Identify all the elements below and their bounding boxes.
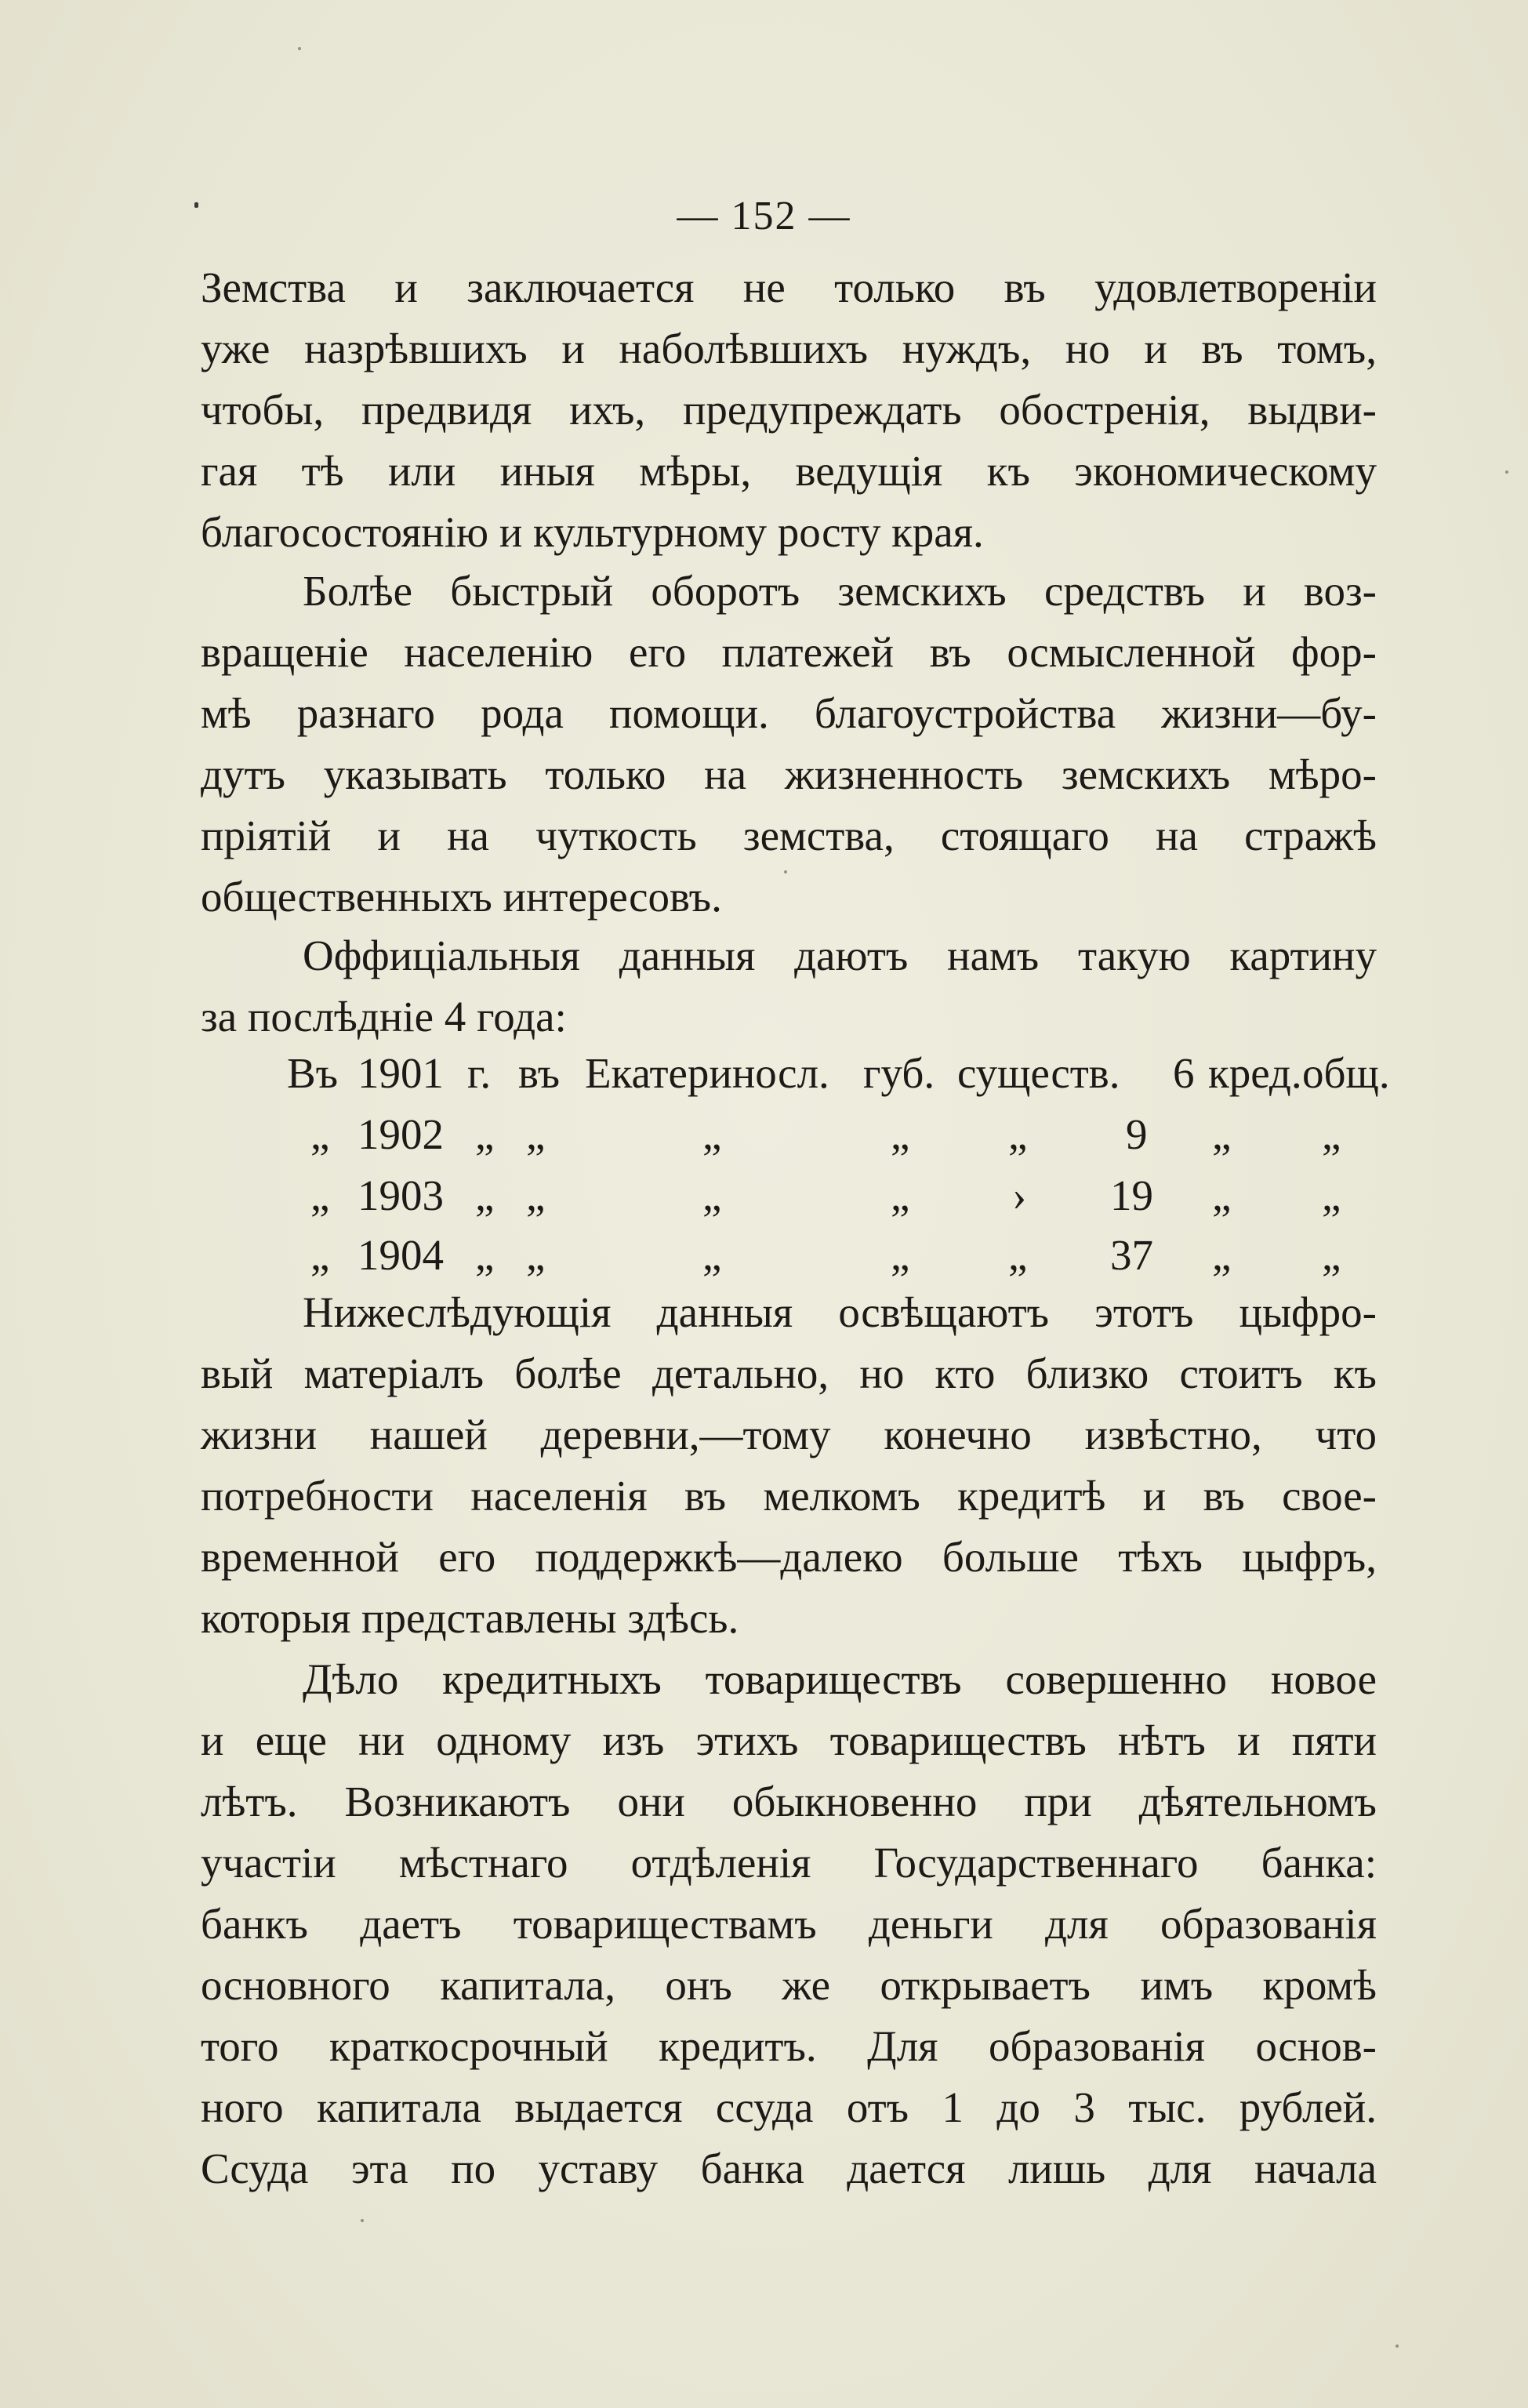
text-line: потребности населенія въ мелкомъ кредитѣ и въ свое-: [201, 1472, 1377, 1520]
text-line: ного капитала выдается ссуда отъ 1 до 3 тыс. рублей.: [201, 2083, 1377, 2131]
table-cell-count: 9: [1126, 1110, 1148, 1158]
ditto-mark: „: [1212, 1171, 1232, 1219]
text-line: лѣтъ. Возникаютъ они обыкновенно при дѣятельномъ: [201, 1778, 1377, 1825]
paragraph-3: [201, 925, 1377, 1048]
text-line: участіи мѣстнаго отдѣленія Государственнаго банка:: [201, 1839, 1377, 1887]
table-cell: г.: [467, 1049, 492, 1097]
ditto-mark: „: [526, 1171, 546, 1219]
table-cell-year: 1904: [358, 1231, 444, 1279]
ditto-mark: „: [475, 1171, 495, 1219]
paper-speck: [784, 870, 787, 873]
text-line: банкъ даетъ товариществамъ деньги для образованія: [201, 1900, 1377, 1948]
page-number: — 152 —: [677, 194, 851, 238]
ditto-mark: „: [1212, 1231, 1232, 1279]
table-cell: кред.: [1208, 1049, 1302, 1097]
text-line: вращеніе населенію его платежей въ осмысленной фор-: [201, 628, 1377, 676]
ditto-mark: „: [1322, 1110, 1341, 1158]
paragraph-2: [201, 561, 1377, 928]
table-cell-year: 1901: [358, 1049, 444, 1097]
ditto-mark: ›: [1012, 1171, 1027, 1219]
text-line: основного капитала, онъ же открываетъ имъ кромѣ: [201, 1961, 1377, 2009]
table-row: [201, 1165, 1377, 1226]
text-line: Дѣло кредитныхъ товариществъ совершенно новое: [303, 1655, 1377, 1703]
text-line: Земства и заключается не только въ удовлетвореніи: [201, 263, 1377, 311]
text-line: Болѣе быстрый оборотъ земскихъ средствъ и воз-: [303, 567, 1377, 615]
ditto-mark: „: [475, 1110, 495, 1158]
text-line: общественныхъ интересовъ.: [201, 873, 722, 921]
text-line: Нижеслѣдующія данныя освѣщаютъ этотъ цыфро-: [303, 1288, 1377, 1336]
ditto-mark: „: [1322, 1231, 1341, 1279]
paragraph-4: [201, 1282, 1377, 1649]
paper-speck: [298, 47, 301, 50]
text-line: вый матеріалъ болѣе детально, но кто близко стоитъ къ: [201, 1349, 1377, 1397]
table-header-row: [201, 1043, 1390, 1104]
ditto-mark: „: [310, 1171, 330, 1219]
text-line: Оффиціальныя данныя даютъ намъ такую картину: [303, 932, 1377, 979]
ditto-mark: „: [702, 1171, 722, 1219]
text-line: гая тѣ или иныя мѣры, ведущія къ экономическому: [201, 447, 1377, 495]
paragraph-1: [201, 257, 1377, 563]
ditto-mark: „: [702, 1231, 722, 1279]
text-line: мѣ разнаго рода помощи. благоустройства жизни—бу-: [201, 689, 1377, 737]
table-row: [201, 1104, 1377, 1165]
table-cell-count: 37: [1110, 1231, 1153, 1279]
text-line: дутъ указывать только на жизненность земскихъ мѣро-: [201, 750, 1377, 798]
ditto-mark: „: [1212, 1110, 1232, 1158]
text-line: пріятій и на чуткость земства, стоящаго на стражѣ: [201, 812, 1377, 859]
text-line: за послѣдніе 4 года:: [201, 993, 567, 1041]
paragraph-5: [201, 1649, 1377, 2199]
text-line: которыя представлены здѣсь.: [201, 1594, 739, 1642]
table-cell: губ.: [863, 1049, 935, 1097]
ditto-mark: „: [891, 1231, 910, 1279]
ditto-mark: „: [1008, 1110, 1028, 1158]
text-line: благосостоянію и культурному росту края.: [201, 508, 984, 556]
table-cell-count: 6: [1173, 1049, 1195, 1097]
ditto-mark: „: [526, 1110, 546, 1158]
table-cell: Екатериносл.: [585, 1049, 829, 1097]
table-cell: общ.: [1302, 1049, 1390, 1097]
ditto-mark: „: [475, 1231, 495, 1279]
text-line: чтобы, предвидя ихъ, предупреждать обостренія, выдви-: [201, 386, 1377, 434]
table-cell-count: 19: [1110, 1171, 1153, 1219]
text-line: временной его поддержкѣ—далеко больше тѣхъ цыфръ,: [201, 1533, 1377, 1581]
ditto-mark: „: [526, 1231, 546, 1279]
ditto-mark: „: [1322, 1171, 1341, 1219]
table-row: [201, 1225, 1377, 1286]
text-line: жизни нашей деревни,—тому конечно извѣстно, что: [201, 1411, 1377, 1458]
ditto-mark: „: [310, 1110, 330, 1158]
table-cell-year: 1903: [358, 1171, 444, 1219]
paper-speck: [361, 2219, 364, 2222]
paper-speck: [1396, 2344, 1399, 2348]
text-line: Ссуда эта по уставу банка дается лишь для начала: [201, 2145, 1377, 2192]
table-cell: существ.: [957, 1049, 1120, 1097]
table-cell: Въ: [287, 1049, 339, 1097]
ditto-mark: „: [310, 1231, 330, 1279]
paper-speck: [1505, 470, 1508, 474]
table-cell: въ: [518, 1049, 561, 1097]
text-line: того краткосрочный кредитъ. Для образованія основ-: [201, 2022, 1377, 2070]
text-line: уже назрѣвшихъ и наболѣвшихъ нуждъ, но и въ томъ,: [201, 325, 1377, 372]
table-cell-year: 1902: [358, 1110, 444, 1158]
ditto-mark: „: [1008, 1231, 1028, 1279]
ditto-mark: „: [702, 1110, 722, 1158]
text-line: и еще ни одному изъ этихъ товариществъ нѣтъ и пяти: [201, 1716, 1377, 1764]
ditto-mark: „: [891, 1171, 910, 1219]
ditto-mark: „: [891, 1110, 910, 1158]
